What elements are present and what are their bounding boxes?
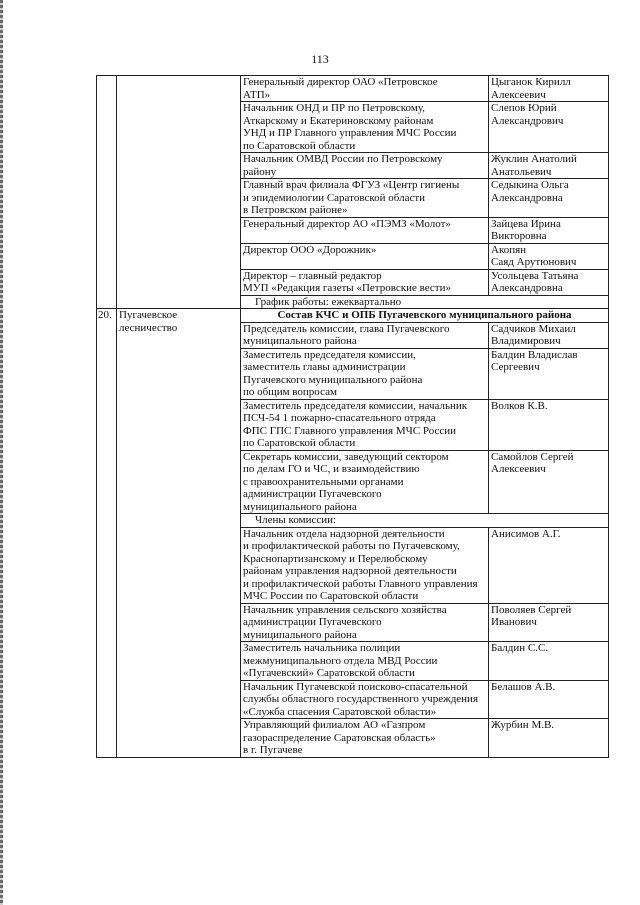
position-cell: Начальник ОМВД России по Петровскому району xyxy=(241,153,489,179)
row-number-cell xyxy=(97,76,117,309)
position-cell: Управляющий филиалом АО «Газпром газораспределение Саратовская область» в г. Пугачеве xyxy=(241,719,489,758)
position-cell: Начальник ОНД и ПР по Петровскому, Аткарскому и Екатериновскому районам УНД и ПР Главного управления МЧС России по Саратовской области xyxy=(241,102,489,153)
person-name-cell: Поволяев Сергей Иванович xyxy=(489,603,609,642)
person-name-cell: Балдин Владислав Сергеевич xyxy=(489,348,609,399)
scan-edge xyxy=(0,0,3,905)
person-name-cell: Белашов А.В. xyxy=(489,680,609,719)
section-heading: Состав КЧС и ОПБ Пугачевского муниципального района xyxy=(241,309,609,323)
position-cell: Заместитель начальника полиции межмуниципального отдела МВД России «Пугачевский» Саратовской области xyxy=(241,642,489,681)
person-name-cell: Слепов Юрий Александрович xyxy=(489,102,609,153)
position-cell: Заместитель председателя комиссии, заместитель главы администрации Пугачевского муниципального района по общим вопросам xyxy=(241,348,489,399)
person-name-cell: Зайцева Ирина Викторовна xyxy=(489,217,609,243)
position-cell: Начальник отдела надзорной деятельности и профилактической работы по Пугачевскому, Краснопартизанскому и Перелюбскому районам управления надзорной деятельности и профилактической работы Главного управления МЧС России по Саратовской области xyxy=(241,527,489,603)
position-cell: Директор – главный редактор МУП «Редакция газеты «Петровские вести» xyxy=(241,269,489,295)
members-label: Члены комиссии: xyxy=(241,514,609,528)
person-name-cell: Цыганок Кирилл Алексеевич xyxy=(489,76,609,102)
position-cell: Главный врач филиала ФГУЗ «Центр гигиены и эпидемиологии Саратовской области в Петровском районе» xyxy=(241,179,489,218)
person-name-cell: Седыкина Ольга Александровна xyxy=(489,179,609,218)
commission-table xyxy=(96,75,609,758)
position-cell: Директор ООО «Дорожник» xyxy=(241,243,489,269)
person-name-cell: Жуклин Анатолий Анатольевич xyxy=(489,153,609,179)
person-name-cell: Балдин С.С. xyxy=(489,642,609,681)
row-number-cell: 20. xyxy=(97,309,117,758)
schedule-cell: График работы: ежеквартально xyxy=(241,295,609,309)
position-cell: Заместитель председателя комиссии, начальник ПСЧ-54 1 пожарно-спасательного отряда ФПС ГПС Главного управления МЧС России по Саратовской области xyxy=(241,399,489,450)
position-cell: Генеральный директор АО «ПЭМЗ «Молот» xyxy=(241,217,489,243)
person-name-cell: Анисимов А.Г. xyxy=(489,527,609,603)
person-name-cell: Журбин М.В. xyxy=(489,719,609,758)
position-cell: Начальник Пугачевской поисково-спасательной службы областного государственного учреждения «Служба спасения Саратовской области» xyxy=(241,680,489,719)
page-number: 113 xyxy=(311,52,329,66)
table-row xyxy=(97,76,609,102)
position-cell: Председатель комиссии, глава Пугачевского муниципального района xyxy=(241,322,489,348)
person-name-cell: Усольцева Татьяна Александровна xyxy=(489,269,609,295)
table-row xyxy=(97,309,609,323)
position-cell: Генеральный директор ОАО «Петровское АТП» xyxy=(241,76,489,102)
position-cell: Начальник управления сельского хозяйства администрации Пугачевского муниципального района xyxy=(241,603,489,642)
person-name-cell: Акопян Саяд Арутюнович xyxy=(489,243,609,269)
forestry-cell xyxy=(117,76,241,309)
person-name-cell: Волков К.В. xyxy=(489,399,609,450)
forestry-cell: Пугачевское лесничество xyxy=(117,309,241,758)
position-cell: Секретарь комиссии, заведующий сектором по делам ГО и ЧС, и взаимодействию с правоохранительными органами администрации Пугачевского муниципального района xyxy=(241,450,489,514)
person-name-cell: Самойлов Сергей Алексеевич xyxy=(489,450,609,514)
person-name-cell: Садчиков Михаил Владимирович xyxy=(489,322,609,348)
